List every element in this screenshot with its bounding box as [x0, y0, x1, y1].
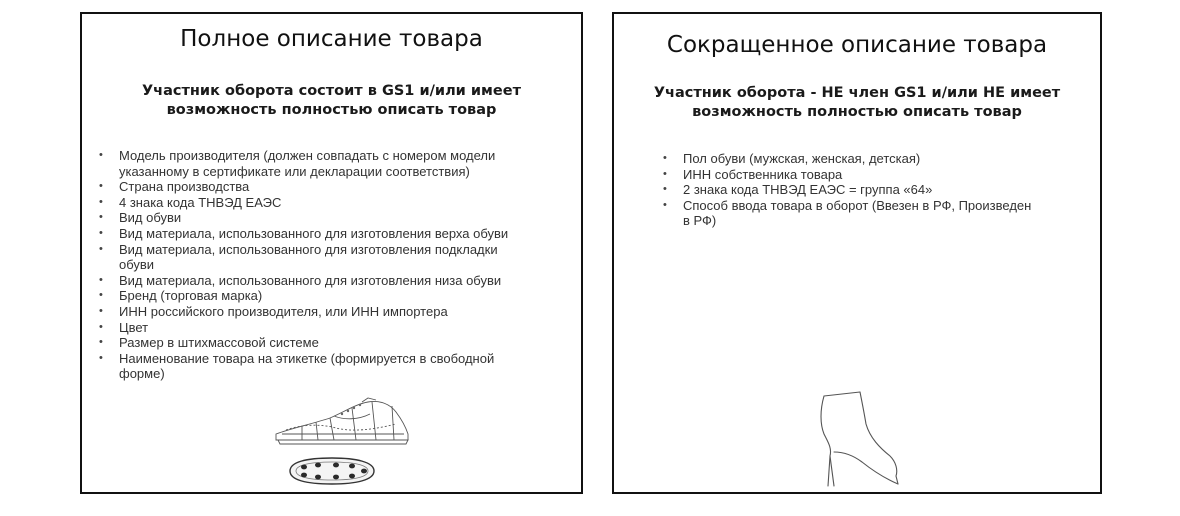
list-item-text: Пол обуви (мужская, женская, детская) [683, 151, 921, 166]
subtitle-line: Участник оборота - НЕ член GS1 и/или НЕ имеет [653, 85, 1061, 101]
slide-subtitle [82, 82, 581, 120]
subtitle-line: Участник оборота состоит в GS1 и/или имеет [142, 83, 521, 99]
shoe-pattern-drawing [272, 394, 412, 450]
requirements-list [95, 148, 545, 382]
requirements-list [659, 151, 1069, 229]
list-item-text: Цвет [119, 319, 149, 335]
list-item [95, 148, 545, 179]
list-item [659, 198, 1069, 229]
list-item-text: в РФ) [683, 213, 717, 229]
list-item [95, 226, 545, 242]
list-item [95, 288, 545, 304]
bullet-icon: • [99, 336, 103, 349]
boot-sketch [814, 390, 904, 490]
list-item-text: Вид материала, использованного для изготовления низа обуви [119, 272, 502, 288]
bullet-icon: • [99, 273, 103, 286]
bullet-icon: • [99, 242, 103, 255]
list-item [659, 167, 1069, 183]
list-item-text: Размер в штихмассовой системе [119, 335, 319, 351]
subtitle-line: возможность полностью описать товар [692, 104, 1022, 120]
bullet-icon: • [99, 304, 103, 317]
bullet-icon: • [663, 167, 667, 180]
list-item [659, 182, 1069, 198]
bullet-icon: • [99, 289, 103, 302]
list-item-text: 2 знака кода ТНВЭД ЕАЭС = группа «64» [683, 182, 933, 198]
list-item [95, 351, 545, 382]
list-item [95, 242, 545, 273]
list-item [95, 273, 545, 289]
list-item-text: ИНН российского производителя, или ИНН импортера [119, 303, 448, 319]
list-item [95, 195, 545, 211]
bullet-icon: • [99, 180, 103, 193]
list-item-text: 4 знака кода ТНВЭД ЕАЭС [119, 194, 282, 210]
slide-title: Сокращенное описание товара [666, 32, 1048, 58]
list-item [95, 304, 545, 320]
sole-drawing [284, 454, 380, 488]
list-item-text: Способ ввода товара в оборот (Ввезен в РФ, Произведен [683, 197, 1032, 213]
list-item-text: Бренд (торговая марка) [119, 288, 263, 304]
list-item-text: Страна производства [119, 179, 250, 195]
bullet-icon: • [663, 152, 667, 164]
list-item-text: Наименование товара на этикетке (формируется в свободной [119, 350, 495, 366]
list-item-text: указанному в сертификате или декларации соответствия) [119, 163, 470, 179]
slide-full-description [80, 12, 583, 494]
list-item [95, 335, 545, 351]
slide-short-description [612, 12, 1102, 494]
bullet-icon: • [99, 211, 103, 224]
subtitle-line: возможность полностью описать товар [166, 102, 497, 118]
list-item-text: обуви [119, 257, 155, 273]
slide-subtitle [614, 84, 1100, 122]
list-item [95, 210, 545, 226]
list-item-text: Вид материала, использованного для изготовления верха обуви [119, 225, 509, 241]
list-item [95, 179, 545, 195]
bullet-icon: • [99, 320, 103, 333]
list-item-text: Вид обуви [119, 210, 182, 226]
list-item-text: Модель производителя (должен совпадать с номером модели [119, 148, 496, 163]
bullet-icon: • [663, 198, 667, 211]
list-item-text: Вид материала, использованного для изготовления подкладки [119, 241, 498, 257]
list-item-text: ИНН собственника товара [683, 166, 843, 182]
bullet-icon: • [99, 226, 103, 239]
bullet-icon: • [99, 149, 103, 161]
bullet-icon: • [99, 195, 103, 208]
slide-title: Полное описание товара [180, 26, 483, 52]
bullet-icon: • [663, 183, 667, 196]
list-item-text: форме) [119, 366, 165, 382]
list-item [95, 320, 545, 336]
list-item [659, 151, 1069, 167]
bullet-icon: • [99, 351, 103, 364]
